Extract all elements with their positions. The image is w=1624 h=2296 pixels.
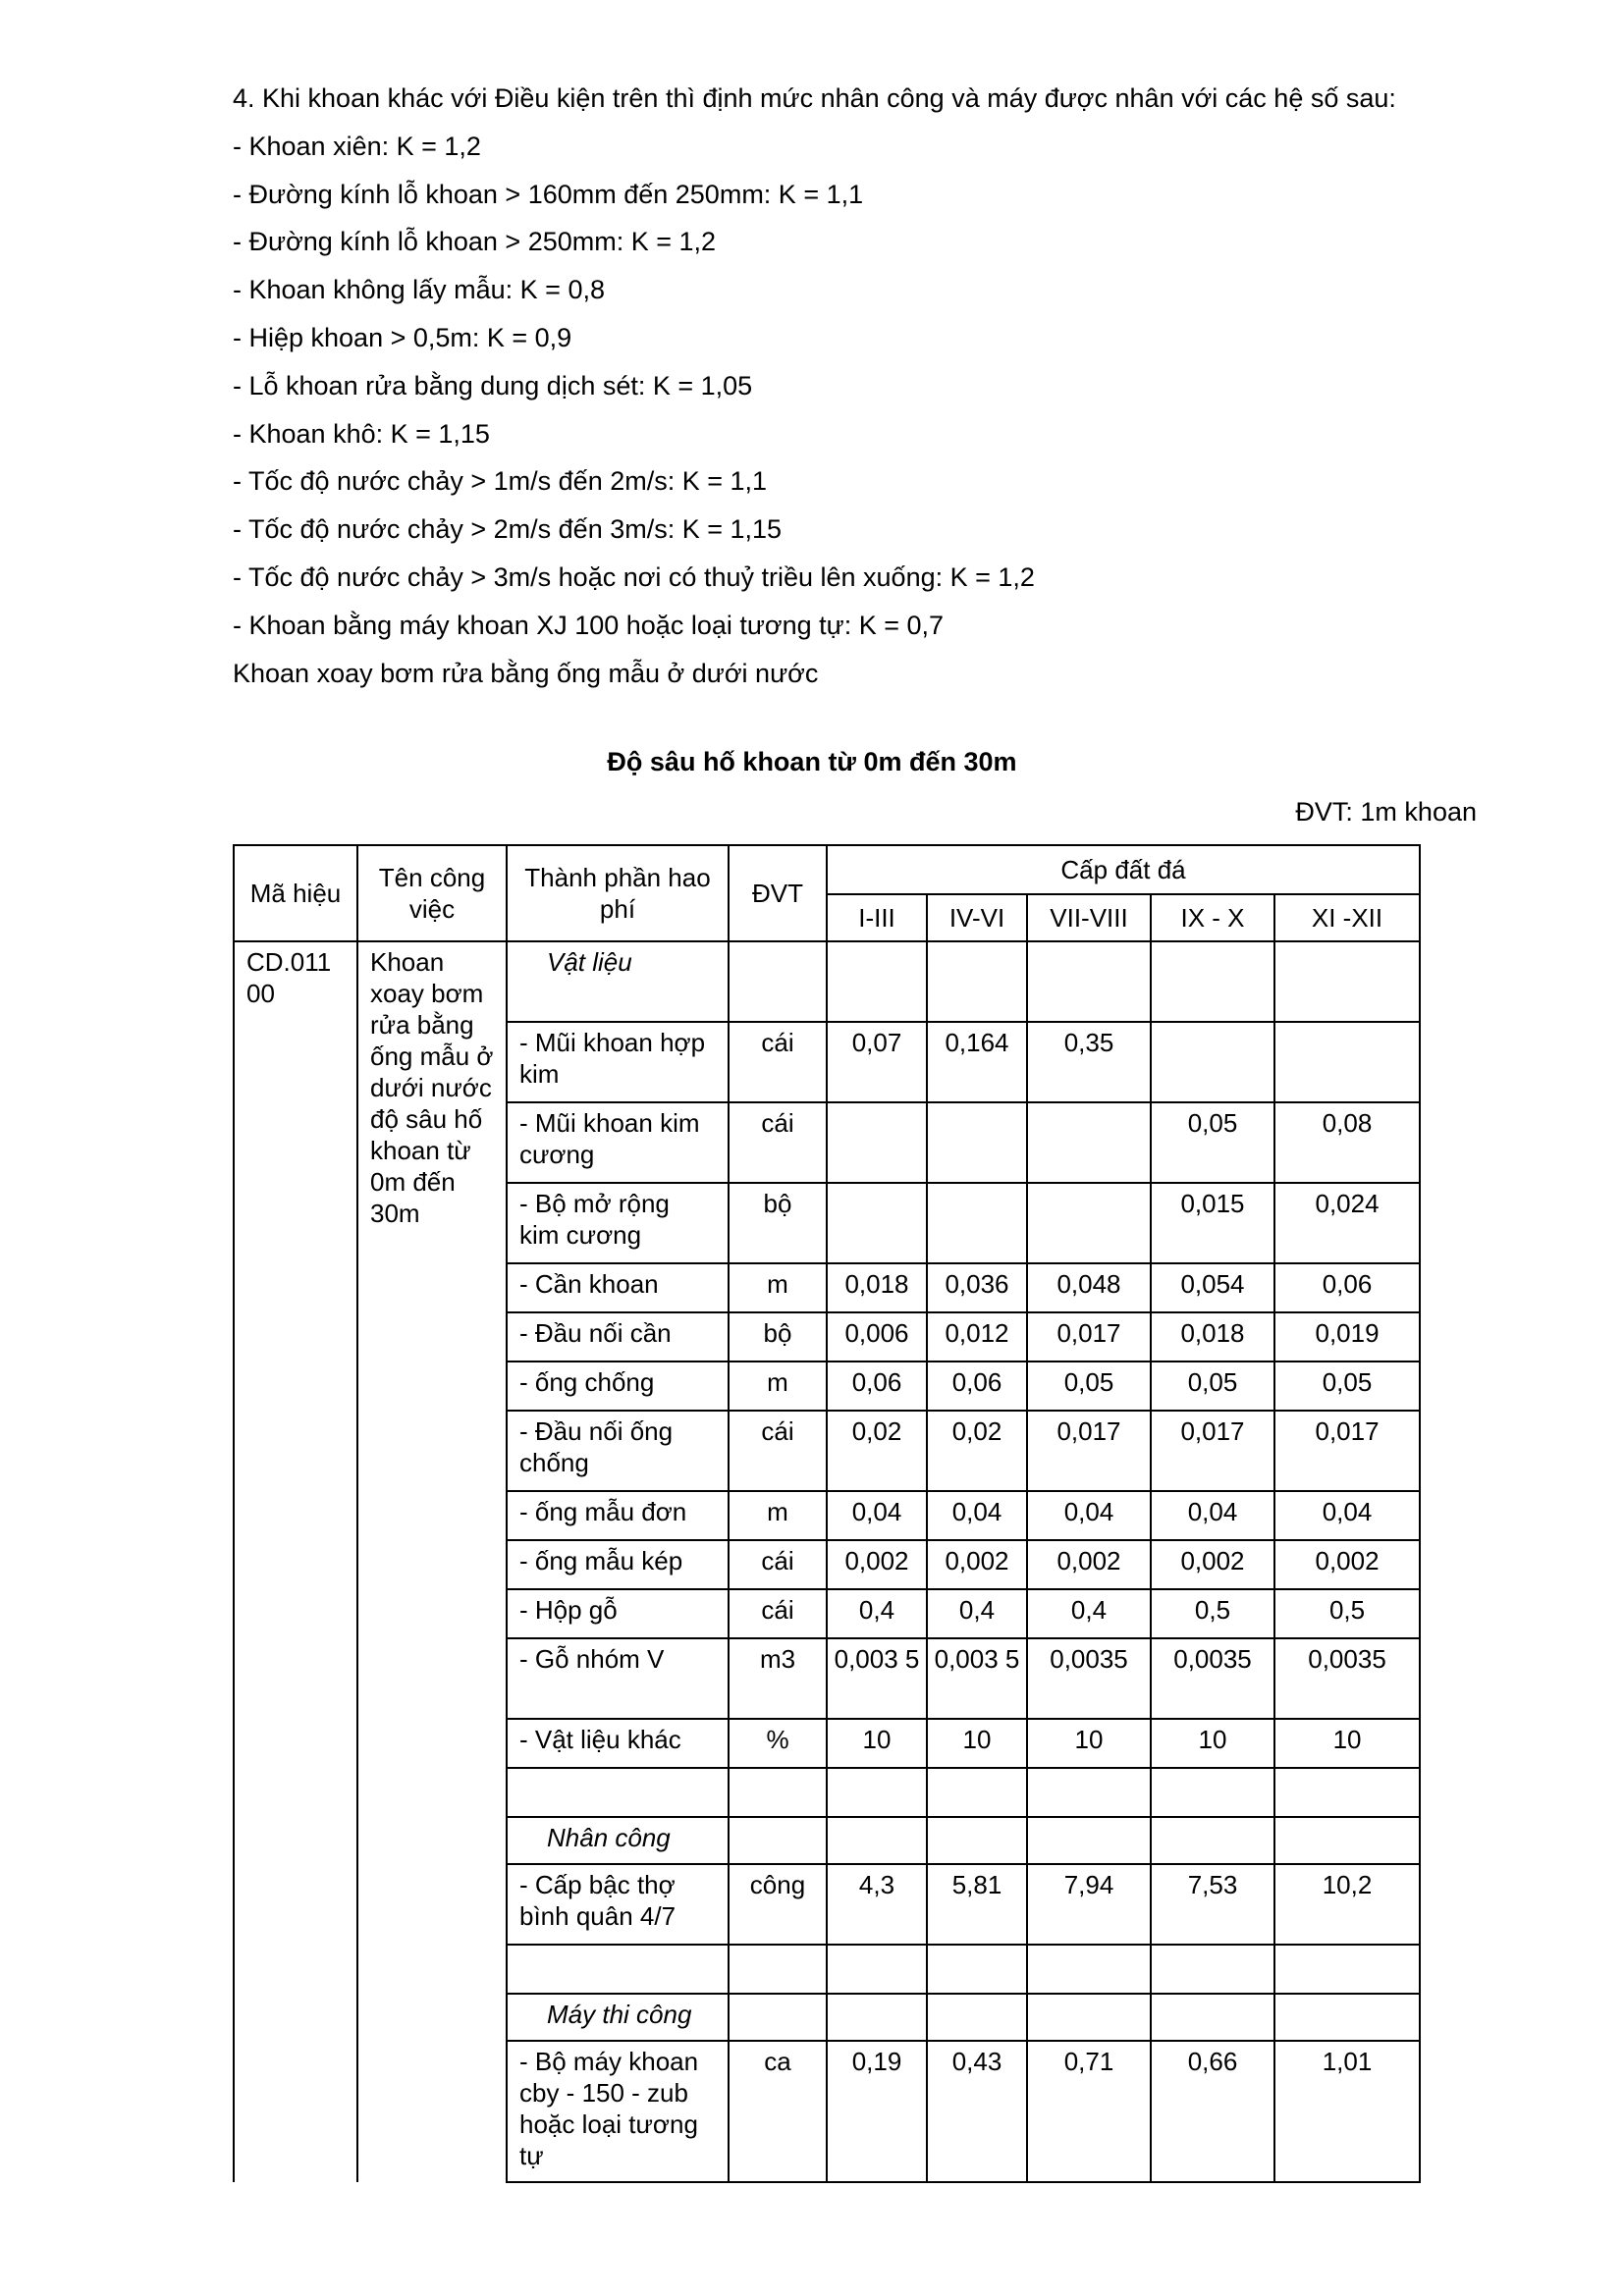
intro-line: - Khoan xiên: K = 1,2 [233,131,481,161]
grade-value [1027,1183,1151,1263]
grade-value [1274,1945,1420,1994]
grade-value: 0,012 [927,1312,1027,1362]
grade-value: 0,05 [1151,1362,1274,1411]
grade-value: 0,019 [1274,1312,1420,1362]
header-grade: Cấp đất đá [827,845,1420,894]
grade-value: 0,5 [1151,1589,1274,1638]
grade-value: 0,017 [1151,1411,1274,1491]
grade-value [827,941,927,1022]
grade-value: 0,05 [1027,1362,1151,1411]
intro-text [233,75,1509,697]
intro-line: Khoan xoay bơm rửa bằng ống mẫu ở dưới nước [233,658,819,688]
component-unit [729,941,827,1022]
grade-value: 0,017 [1027,1411,1151,1491]
grade-value: 0,018 [1151,1312,1274,1362]
component-unit: m [729,1362,827,1411]
grade-value: 0,002 [827,1540,927,1589]
grade-value: 0,06 [1274,1263,1420,1312]
grade-value: 0,018 [827,1263,927,1312]
header-component: Thành phần hao phí [507,845,729,941]
grade-value: 0,02 [927,1411,1027,1491]
intro-line: - Khoan không lấy mẫu: K = 0,8 [233,275,605,305]
grade-value: 0,036 [927,1263,1027,1312]
grade-value: 0,006 [827,1312,927,1362]
grade-value: 0,0035 [1027,1638,1151,1719]
component-name: - Đầu nối ống chống [507,1411,729,1491]
grade-value: 0,048 [1027,1263,1151,1312]
grade-value [1274,1994,1420,2041]
grade-value: 10 [1274,1719,1420,1768]
grade-value [1151,1994,1274,2041]
component-name [507,1945,729,1994]
grade-value [1151,941,1274,1022]
grade-value: 0,164 [927,1022,1027,1102]
grade-value [927,941,1027,1022]
grade-value [1027,941,1151,1022]
grade-value: 10,2 [1274,1864,1420,1945]
intro-line: - Khoan bằng máy khoan XJ 100 hoặc loại tương tự: K = 0,7 [233,610,945,640]
intro-line: - Khoan khô: K = 1,15 [233,418,490,449]
section-label: Máy thi công [507,1994,729,2041]
component-unit: cái [729,1589,827,1638]
work-name: Khoan xoay bơm rửa bằng ống mẫu ở dưới nước độ sâu hố khoan từ 0m đến 30m [357,941,507,2182]
grade-value [1027,1768,1151,1817]
component-unit [729,1994,827,2041]
grade-value [827,1768,927,1817]
component-name: - Hộp gỗ [507,1589,729,1638]
header-work: Tên công việc [357,845,507,941]
grade-value: 0,002 [1151,1540,1274,1589]
grade-value [1151,1768,1274,1817]
component-unit: bộ [729,1312,827,1362]
grade-value: 0,002 [927,1540,1027,1589]
header-code: Mã hiệu [234,845,357,941]
grade-value: 10 [1027,1719,1151,1768]
grade-value: 7,94 [1027,1864,1151,1945]
intro-line: - Tốc độ nước chảy > 3m/s hoặc nơi có thuỷ triều lên xuống: K = 1,2 [233,561,1035,592]
component-name: - Gỗ nhóm V [507,1638,729,1719]
grade-value: 10 [927,1719,1027,1768]
component-unit: công [729,1864,827,1945]
component-name: - Cần khoan [507,1263,729,1312]
grade-value [1274,941,1420,1022]
grade-value: 0,02 [827,1411,927,1491]
component-name: - ống mẫu đơn [507,1491,729,1540]
grade-value [1151,1022,1274,1102]
intro-line: - Hiệp khoan > 0,5m: K = 0,9 [233,322,572,352]
component-unit: cái [729,1411,827,1491]
header-grade-col: IV-VI [927,894,1027,941]
grade-value [927,1994,1027,2041]
grade-value: 0,04 [827,1491,927,1540]
component-unit: cái [729,1102,827,1183]
grade-value [1027,1945,1151,1994]
grade-value: 0,017 [1027,1312,1151,1362]
component-name: - Mũi khoan hợp kim [507,1022,729,1102]
work-code: CD.011 00 [234,941,357,2182]
component-name: - ống mẫu kép [507,1540,729,1589]
grade-value [927,1768,1027,1817]
header-grade-col: VII-VIII [1027,894,1151,941]
grade-value: 0,0035 [1274,1638,1420,1719]
grade-value: 0,08 [1274,1102,1420,1183]
section-label: Nhân công [507,1817,729,1864]
grade-value: 0,35 [1027,1022,1151,1102]
component-name: - ống chống [507,1362,729,1411]
intro-line: - Lỗ khoan rửa bằng dung dịch sét: K = 1,05 [233,370,753,400]
grade-value: 0,04 [1027,1491,1151,1540]
grade-value [1274,1817,1420,1864]
component-name: - Vật liệu khác [507,1719,729,1768]
component-name: - Cấp bậc thợ bình quân 4/7 [507,1864,729,1945]
grade-value [927,1945,1027,1994]
grade-value: 0,003 5 [827,1638,927,1719]
grade-value [1274,1768,1420,1817]
grade-value [1027,1817,1151,1864]
grade-value: 0,5 [1274,1589,1420,1638]
intro-line: 4. Khi khoan khác với Điều kiện trên thì định mức nhân công và máy được nhân với các hệ số sau: [233,83,1396,113]
grade-value [1027,1102,1151,1183]
grade-value [927,1102,1027,1183]
grade-value [827,1994,927,2041]
grade-value: 1,01 [1274,2041,1420,2182]
component-name [507,1768,729,1817]
header-unit: ĐVT [729,845,827,941]
grade-value: 0,43 [927,2041,1027,2182]
grade-value: 5,81 [927,1864,1027,1945]
component-unit: % [729,1719,827,1768]
component-name: - Mũi khoan kim cương [507,1102,729,1183]
grade-value: 0,04 [1151,1491,1274,1540]
grade-value [1151,1817,1274,1864]
intro-line: - Đường kính lỗ khoan > 160mm đến 250mm: K = 1,1 [233,179,864,209]
grade-value [827,1817,927,1864]
component-unit: m3 [729,1638,827,1719]
grade-value: 0,015 [1151,1183,1274,1263]
component-unit [729,1817,827,1864]
component-name: - Bộ máy khoan cby - 150 - zub hoặc loại tương tự [507,2041,729,2182]
grade-value: 10 [827,1719,927,1768]
grade-value [1151,1945,1274,1994]
norm-table [233,844,1421,2183]
grade-value: 7,53 [1151,1864,1274,1945]
header-grade-col: I-III [827,894,927,941]
intro-line: - Đường kính lỗ khoan > 250mm: K = 1,2 [233,227,717,257]
grade-value: 4,3 [827,1864,927,1945]
grade-value: 0,002 [1027,1540,1151,1589]
grade-value: 0,4 [827,1589,927,1638]
grade-value: 0,07 [827,1022,927,1102]
header-grade-col: XI -XII [1274,894,1420,941]
grade-value: 0,0035 [1151,1638,1274,1719]
grade-value [927,1183,1027,1263]
unit-label: ĐVT: 1m khoan [1295,797,1477,827]
component-unit: ca [729,2041,827,2182]
grade-value [827,1102,927,1183]
grade-value [827,1945,927,1994]
grade-value: 0,002 [1274,1540,1420,1589]
grade-value [1274,1022,1420,1102]
table-title: Độ sâu hố khoan từ 0m đến 30m [607,747,1017,776]
grade-value: 0,4 [1027,1589,1151,1638]
grade-value: 0,024 [1274,1183,1420,1263]
grade-value [927,1817,1027,1864]
component-unit: m [729,1263,827,1312]
intro-line: - Tốc độ nước chảy > 2m/s đến 3m/s: K = 1,15 [233,514,783,545]
section-label: Vật liệu [507,941,729,1022]
grade-value: 0,66 [1151,2041,1274,2182]
grade-value: 0,05 [1274,1362,1420,1411]
grade-value: 10 [1151,1719,1274,1768]
header-grade-col: IX - X [1151,894,1274,941]
grade-value: 0,04 [927,1491,1027,1540]
intro-line: - Tốc độ nước chảy > 1m/s đến 2m/s: K = 1,1 [233,466,768,497]
component-unit: cái [729,1022,827,1102]
component-name: - Bộ mở rộng kim cương [507,1183,729,1263]
component-name: - Đầu nối cần [507,1312,729,1362]
grade-value: 0,06 [927,1362,1027,1411]
grade-value: 0,054 [1151,1263,1274,1312]
grade-value [827,1183,927,1263]
grade-value: 0,05 [1151,1102,1274,1183]
component-unit [729,1768,827,1817]
grade-value: 0,4 [927,1589,1027,1638]
grade-value: 0,19 [827,2041,927,2182]
table-row [234,941,1420,1022]
component-unit: cái [729,1540,827,1589]
grade-value: 0,04 [1274,1491,1420,1540]
grade-value: 0,06 [827,1362,927,1411]
grade-value: 0,71 [1027,2041,1151,2182]
component-unit: m [729,1491,827,1540]
grade-value: 0,017 [1274,1411,1420,1491]
grade-value [1027,1994,1151,2041]
component-unit [729,1945,827,1994]
component-unit: bộ [729,1183,827,1263]
grade-value: 0,003 5 [927,1638,1027,1719]
